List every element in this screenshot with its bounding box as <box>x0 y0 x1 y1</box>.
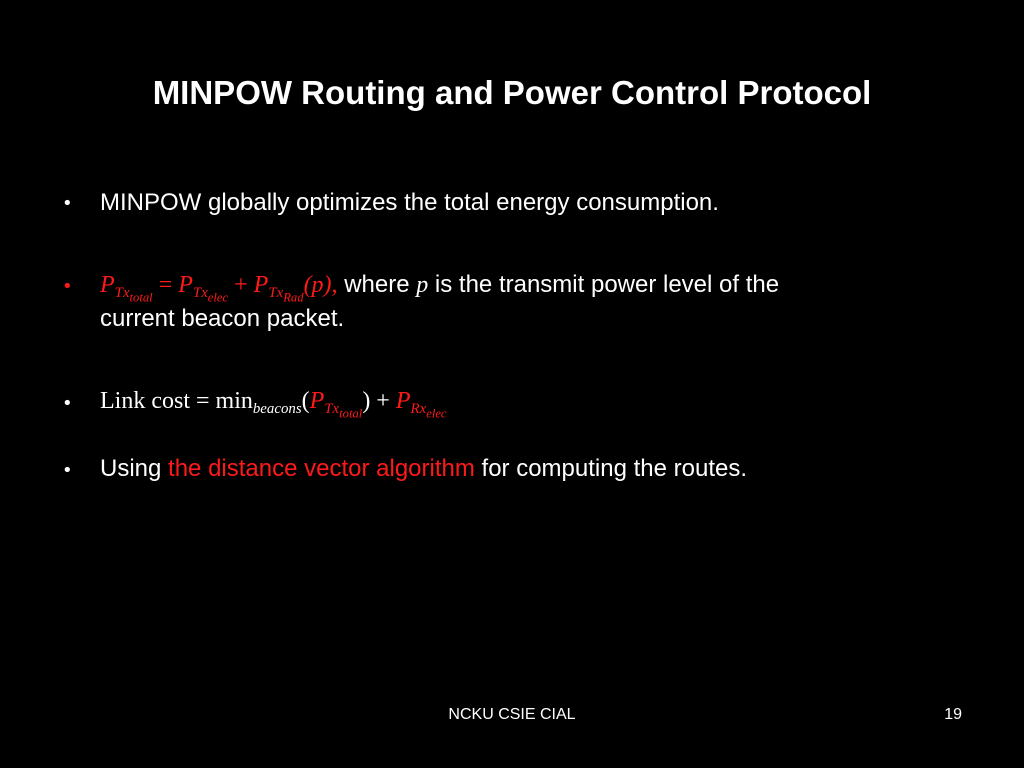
page-number: 19 <box>944 706 962 723</box>
highlight-text: the distance vector algorithm <box>168 455 475 482</box>
variable-p: p <box>416 272 429 298</box>
bullet-text-2: $P_{Tx_{total}} = P_{Tx_{elec}} + P_{Tx_{Rad}}(p)$, where p is the transmit power level of the current beacon packet. <box>100 271 780 332</box>
bullet-marker: • <box>62 193 73 214</box>
bullet-text-1: MINPOW globally optimizes the total energy consumption. <box>100 189 719 216</box>
slide-title: MINPOW Routing and Power Control Protocol <box>152 74 872 111</box>
bullet-marker: • <box>62 460 73 481</box>
bullet-marker: • <box>62 276 73 297</box>
bullet-text-4: Using the distance vector algorithm for computing the routes. <box>100 455 748 482</box>
energy-formula: $P_{Tx_{total}} = P_{Tx_{elec}} + P_{Tx_{Rad}}(p)$, <box>100 272 338 305</box>
bullet-marker: • <box>62 393 73 414</box>
footer-label: NCKU CSIE CIAL <box>448 706 576 723</box>
link-cost-formula: Link $\cos t = \min_{beacons}(P_{Tx_{total}}) + P_{Rx_{elec}}$ <box>100 388 447 421</box>
